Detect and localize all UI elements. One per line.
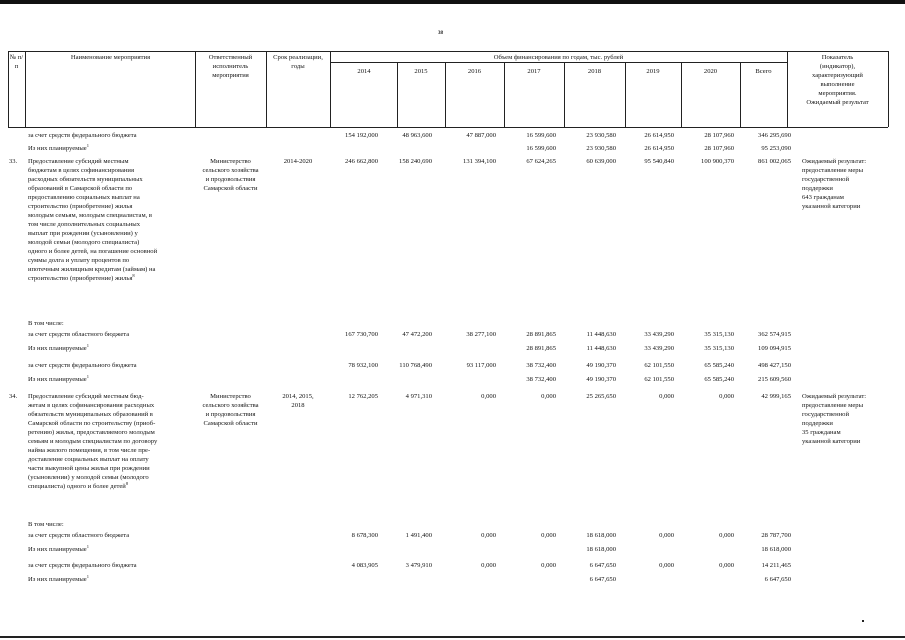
value-cell: 93 117,000: [466, 362, 496, 369]
measure-name-line: предоставлению социальных выплат на: [28, 194, 140, 201]
value-cell: 18 618,000: [761, 546, 791, 553]
measure-name-line: одного и более детей, на погашение основной: [28, 248, 158, 255]
value-cell: 12 762,205: [348, 393, 378, 400]
value-cell: 47 472,200: [402, 331, 432, 338]
value-cell: 158 240,690: [399, 158, 432, 165]
footnote-ref: 8: [132, 273, 135, 278]
page-number: 38: [438, 31, 443, 36]
footnote-ref: 1: [86, 544, 89, 549]
value-cell: 0,000: [541, 532, 556, 539]
indicator-line: государственной: [802, 176, 849, 183]
indicator-line: указанной категории: [802, 203, 861, 210]
value-cell: 14 211,465: [761, 562, 791, 569]
value-cell: 6 647,650: [764, 576, 791, 583]
value-cell: 0,000: [719, 562, 734, 569]
value-cell: 215 609,560: [758, 376, 791, 383]
header-responsible: мероприятия: [212, 72, 249, 79]
indicator-line: Ожидаемый результат:: [802, 158, 867, 165]
responsible-line: и продовольствия: [205, 176, 256, 183]
indicator-line: поддержки: [802, 420, 833, 427]
value-cell: 131 394,100: [463, 158, 496, 165]
period-line: 2018: [291, 402, 305, 409]
header-responsible: исполнитель: [212, 63, 249, 70]
value-cell: 861 002,065: [758, 158, 791, 165]
header-indicator: мероприятия.: [818, 90, 857, 97]
measure-name-line: Предоставление субсидий местным бюд-: [28, 393, 144, 400]
measure-name-line: расходных обязательств муниципальных: [28, 176, 143, 183]
header-indicator: (индикатор),: [819, 63, 856, 70]
header-num: № п/п: [9, 54, 24, 70]
value-cell: 1 491,400: [405, 532, 432, 539]
value-cell: 28 891,865: [526, 345, 556, 352]
header-indicator: Показатель: [821, 54, 854, 61]
measure-name-line: специалиста) одного и более детей$^8$: [28, 481, 129, 490]
row-label: за счет средств федерального бюджета: [28, 362, 137, 369]
value-cell: 0,000: [719, 393, 734, 400]
footnote-ref: 1: [86, 343, 89, 348]
header-year: 2020: [703, 68, 718, 75]
header-indicator: характеризующий: [812, 72, 863, 79]
footnote-ref: 1: [86, 574, 89, 579]
indicator-line: 643 гражданам: [802, 194, 844, 201]
value-cell: 109 094,915: [758, 345, 791, 352]
value-cell: 3 479,910: [405, 562, 432, 569]
value-cell: 62 101,550: [644, 362, 674, 369]
responsible-line: и продовольствия: [205, 411, 256, 418]
value-cell: 62 101,550: [644, 376, 674, 383]
indicator-line: указанной категории: [802, 438, 861, 445]
measure-name-line: строительство (приобретение) жилья: [28, 203, 133, 210]
value-cell: 110 768,490: [399, 362, 432, 369]
measure-name-line: строительство (приобретение) жилья$^8$: [28, 273, 135, 282]
measure-name-line: семьям и молодым специалистам по договору: [28, 438, 158, 445]
measure-name-line: части выкупной цены жилья при рождении: [28, 465, 150, 472]
value-cell: 0,000: [659, 562, 674, 569]
header-responsible: Ответственный: [208, 54, 253, 61]
value-cell: 0,000: [541, 393, 556, 400]
value-cell: 246 662,800: [345, 158, 378, 165]
row-label: Из них планируемые$^1$: [28, 544, 89, 553]
value-cell: 6 647,650: [589, 562, 616, 569]
period-line: 2014-2020: [283, 158, 313, 165]
row-label: Из них планируемые$^1$: [28, 343, 89, 352]
value-cell: 65 585,240: [704, 376, 734, 383]
header-year: 2018: [587, 68, 602, 75]
row-label: Из них планируемые$^1$: [28, 143, 89, 152]
value-cell: 0,000: [481, 393, 496, 400]
value-cell: 16 599,600: [526, 132, 556, 139]
header-bottom-line: [8, 127, 888, 128]
header-year: 2015: [414, 68, 428, 75]
value-cell: 11 448,630: [586, 331, 616, 338]
value-cell: 95 253,090: [761, 145, 791, 152]
measure-name-line: Самарской области по строительству (приоб-: [28, 420, 156, 427]
value-cell: 100 900,370: [701, 158, 734, 165]
row-label: за счет средств областного бюджета: [28, 331, 130, 338]
indicator-line: поддержки: [802, 185, 833, 192]
value-cell: 362 574,915: [758, 331, 791, 338]
value-cell: 154 192,000: [345, 132, 378, 139]
value-cell: 11 448,630: [586, 345, 616, 352]
responsible-line: Министерство: [210, 393, 251, 400]
value-cell: 35 315,130: [704, 331, 734, 338]
measure-name-line: найма жилого помещения, в том числе пре-: [28, 447, 151, 454]
value-cell: 6 647,650: [589, 576, 616, 583]
value-cell: 0,000: [481, 532, 496, 539]
header-year: 2017: [527, 68, 541, 75]
value-cell: 0,000: [481, 562, 496, 569]
header-year: 2014: [357, 68, 371, 75]
value-cell: 4 083,905: [351, 562, 378, 569]
measure-name-line: том числе дополнительных социальных: [28, 221, 140, 228]
value-cell: 67 624,265: [526, 158, 556, 165]
column-divider: [330, 51, 331, 127]
measure-name-line: (усыновлении) у молодой семьи (молодого: [28, 474, 149, 481]
value-cell: 25 265,650: [586, 393, 616, 400]
row-label: за счет средств федерального бюджета: [28, 562, 137, 569]
value-cell: 0,000: [719, 532, 734, 539]
indicator-line: Ожидаемый результат:: [802, 393, 867, 400]
value-cell: 33 439,290: [644, 331, 674, 338]
footnote-ref: 1: [86, 143, 89, 148]
column-divider: [25, 51, 26, 127]
responsible-line: Самарской области: [203, 420, 258, 427]
value-cell: 498 427,150: [758, 362, 791, 369]
measure-name-line: ретению) жилья, предоставляемого молодым: [28, 429, 155, 436]
value-cell: 0,000: [659, 532, 674, 539]
header-period: Срок реализации,: [273, 54, 323, 61]
measure-name-line: образований в Самарской области по: [28, 185, 133, 192]
value-cell: 28 891,865: [526, 331, 556, 338]
row-label: за счет средств федерального бюджета: [28, 132, 137, 139]
indicator-line: предоставление меры: [802, 402, 863, 409]
measure-name-line: ипотечным жилищным кредитам (займам) на: [28, 266, 156, 273]
row-label: В том числе:: [28, 521, 64, 528]
value-cell: 0,000: [659, 393, 674, 400]
value-cell: 23 930,580: [586, 145, 616, 152]
value-cell: 28 787,700: [761, 532, 791, 539]
measure-name-line: выплат при рождении (усыновлении) у: [28, 230, 138, 237]
value-cell: 28 107,960: [704, 132, 734, 139]
column-divider: [888, 51, 889, 127]
measure-name-line: Предоставление субсидий местным: [28, 158, 129, 165]
scan-top-border: [0, 0, 905, 4]
funding-header-line: [330, 62, 787, 63]
measure-name-line: молодым семьям, молодым специалистам, в: [28, 212, 153, 219]
value-cell: 47 887,000: [466, 132, 496, 139]
row-number: 33.: [9, 158, 18, 165]
measure-name-line: жетам в целях софинансирования расходных: [28, 402, 155, 409]
value-cell: 78 932,100: [348, 362, 378, 369]
value-cell: 23 930,580: [586, 132, 616, 139]
value-cell: 167 730,700: [345, 331, 378, 338]
header-indicator: выполнение: [820, 81, 855, 88]
footnote-ref: 1: [86, 374, 89, 379]
value-cell: 16 599,600: [526, 145, 556, 152]
value-cell: 26 614,950: [644, 145, 674, 152]
measure-name-line: бюджетам в целях софинансирования: [28, 167, 134, 174]
scan-dot: [862, 620, 864, 622]
header-year: 2019: [646, 68, 660, 75]
row-label: Из них планируемые$^1$: [28, 374, 89, 383]
measure-name-line: молодой семьи (молодого специалиста): [28, 239, 140, 246]
value-cell: 95 540,840: [644, 158, 674, 165]
header-period: годы: [291, 63, 305, 70]
responsible-line: сельского хозяйства: [202, 402, 259, 409]
value-cell: 60 639,000: [586, 158, 616, 165]
value-cell: 18 618,000: [586, 546, 616, 553]
row-label: Из них планируемые$^1$: [28, 574, 89, 583]
value-cell: 346 295,690: [758, 132, 791, 139]
period-line: 2014, 2015,: [282, 393, 314, 400]
responsible-line: сельского хозяйства: [202, 167, 259, 174]
value-cell: 8 678,300: [351, 532, 378, 539]
value-cell: 49 190,370: [586, 362, 616, 369]
header-indicator: Ожидаемый результат: [806, 99, 869, 106]
value-cell: 42 999,165: [761, 393, 791, 400]
value-cell: 65 585,240: [704, 362, 734, 369]
value-cell: 38 277,100: [466, 331, 496, 338]
measure-name-line: суммы долга и уплату процентов по: [28, 257, 130, 264]
value-cell: 35 315,130: [704, 345, 734, 352]
measure-name-line: обязательств муниципальных образований в: [28, 411, 153, 418]
value-cell: 48 963,600: [402, 132, 432, 139]
value-cell: 26 614,950: [644, 132, 674, 139]
row-number: 34.: [9, 393, 18, 400]
value-cell: 33 439,290: [644, 345, 674, 352]
header-year: 2016: [467, 68, 482, 75]
row-label: В том числе:: [28, 320, 64, 327]
responsible-line: Самарской области: [203, 185, 258, 192]
indicator-line: предоставление меры: [802, 167, 863, 174]
indicator-line: 35 гражданам: [802, 429, 841, 436]
value-cell: 0,000: [541, 562, 556, 569]
header-name: Наименование мероприятия: [70, 54, 151, 61]
value-cell: 49 190,370: [586, 376, 616, 383]
header-funding: Объем финансирования по годам, тыс. рублей: [493, 54, 624, 61]
value-cell: 4 971,310: [405, 393, 432, 400]
header-year: Всего: [755, 68, 772, 75]
measure-name-line: доставление социальных выплат на оплату: [28, 456, 149, 463]
footnote-ref: 8: [125, 481, 129, 486]
value-cell: 38 732,400: [526, 362, 556, 369]
value-cell: 28 107,960: [704, 145, 734, 152]
indicator-line: государственной: [802, 411, 849, 418]
value-cell: 38 732,400: [526, 376, 556, 383]
row-label: за счет средств областного бюджета: [28, 532, 130, 539]
value-cell: 18 618,000: [586, 532, 616, 539]
scan-bottom-border: [0, 636, 905, 638]
table-top-line: [8, 51, 888, 52]
responsible-line: Министерство: [210, 158, 251, 165]
